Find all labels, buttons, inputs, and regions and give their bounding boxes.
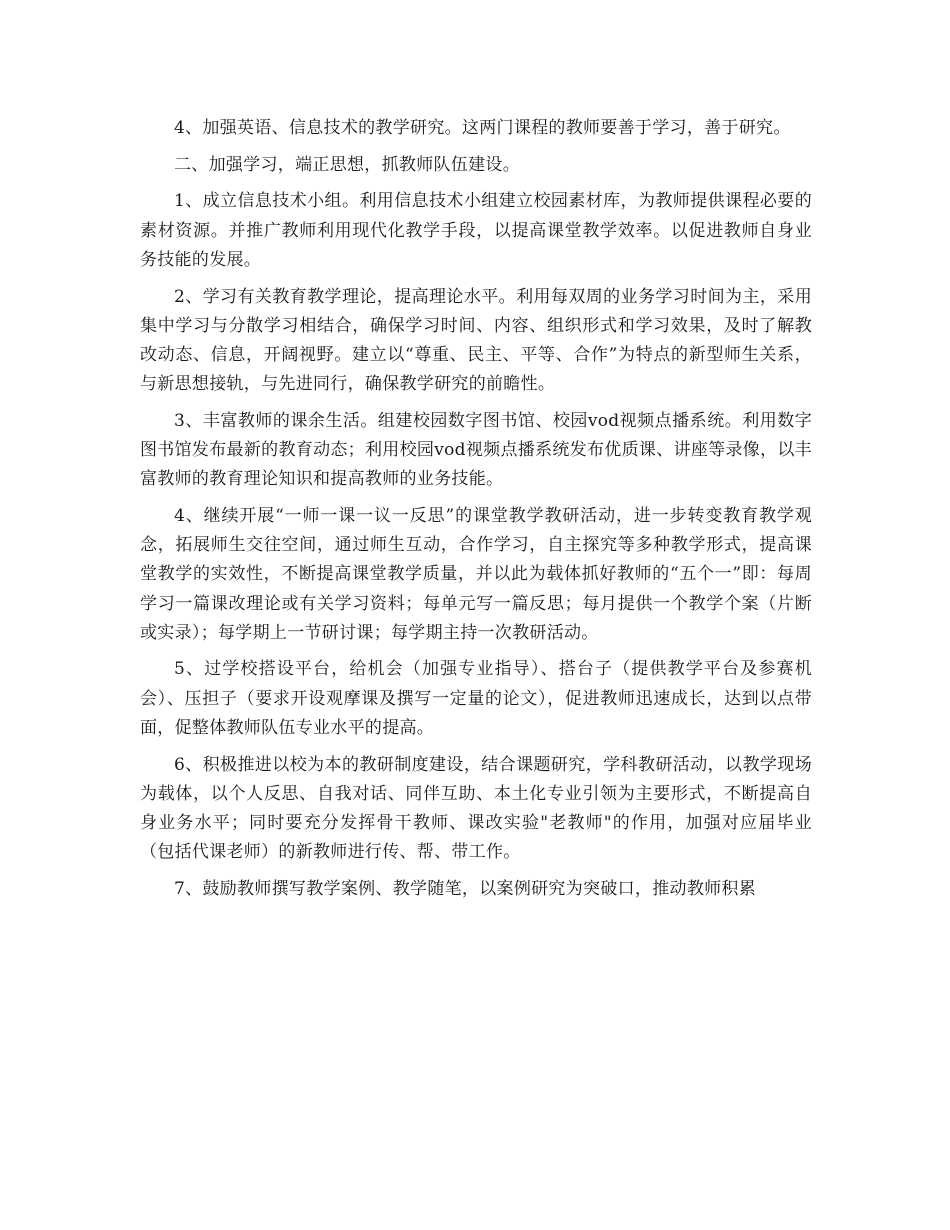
document-body: [140, 114, 812, 912]
paragraph-it-group: 1、成立信息技术小组。利用信息技术小组建立校园素材库，为教师提供课程必要的素材资源。并推广教师利用现代化教学手段，以提高课堂教学效率。以促进教师自身业务技能的发展。: [140, 191, 812, 270]
paragraph-school-based-research: 6、积极推进以校为本的教研制度建设，结合课题研究，学科教研活动，以教学现场为载体，以个人反思、自我对话、同伴互助、本土化专业引领为主要形式，不断提高自身业务水平；同时要充分发挥骨干教师、课改实验"老教师"的作用，加强对应届毕业（包括代课老师）的新教师进行传、帮、带工作。: [140, 754, 812, 863]
paragraph-case-writing: 7、鼓励教师撰写教学案例、教学随笔，以案例研究为突破口，推动教师积累: [174, 878, 757, 899]
section-heading-teacher-team: 二、加强学习，端正思想，抓教师队伍建设。: [174, 154, 520, 175]
paragraph-teaching-research-activity: 4、继续开展“一师一课一议一反思”的课堂教学教研活动，进一步转变教育教学观念，拓展师生交往空间，通过师生互动，合作学习，自主探究等多种教学形式，提高课堂教学的实效性，不断提高课堂教学质量，并以此为载体抓好教师的“五个一”即：每周学习一篇课改理论或有关学习资料；每单元写一篇反思；每月提供一个教学个案（片断或实录）；每学期上一节研讨课；每学期主持一次教研活动。: [140, 505, 812, 643]
paragraph-platform-building: 5、过学校搭设平台，给机会（加强专业指导）、搭台子（提供教学平台及参赛机会）、压担子（要求开设观摩课及撰写一定量的论文），促进教师迅速成长，达到以点带面，促整体教师队伍专业水平的提高。: [140, 659, 812, 738]
paragraph-english-it-research: 4、加强英语、信息技术的教学研究。这两门课程的教师要善于学习，善于研究。: [174, 118, 791, 138]
paragraph-theory-study: 2、学习有关教育教学理论，提高理论水平。利用每双周的业务学习时间为主，采用集中学习与分散学习相结合，确保学习时间、内容、组织形式和学习效果，及时了解教改动态、信息，开阔视野。建立以“尊重、民主、平等、合作”为特点的新型师生关系，与新思想接轨，与先进同行，确保教学研究的前瞻性。: [140, 286, 812, 395]
paragraph-after-class-life: 3、丰富教师的课余生活。组建校园数字图书馆、校园vod视频点播系统。利用数字图书馆发布最新的教育动态；利用校园vod视频点播系统发布优质课、讲座等录像，以丰富教师的教育理论知识和提高教师的业务技能。: [140, 410, 812, 490]
